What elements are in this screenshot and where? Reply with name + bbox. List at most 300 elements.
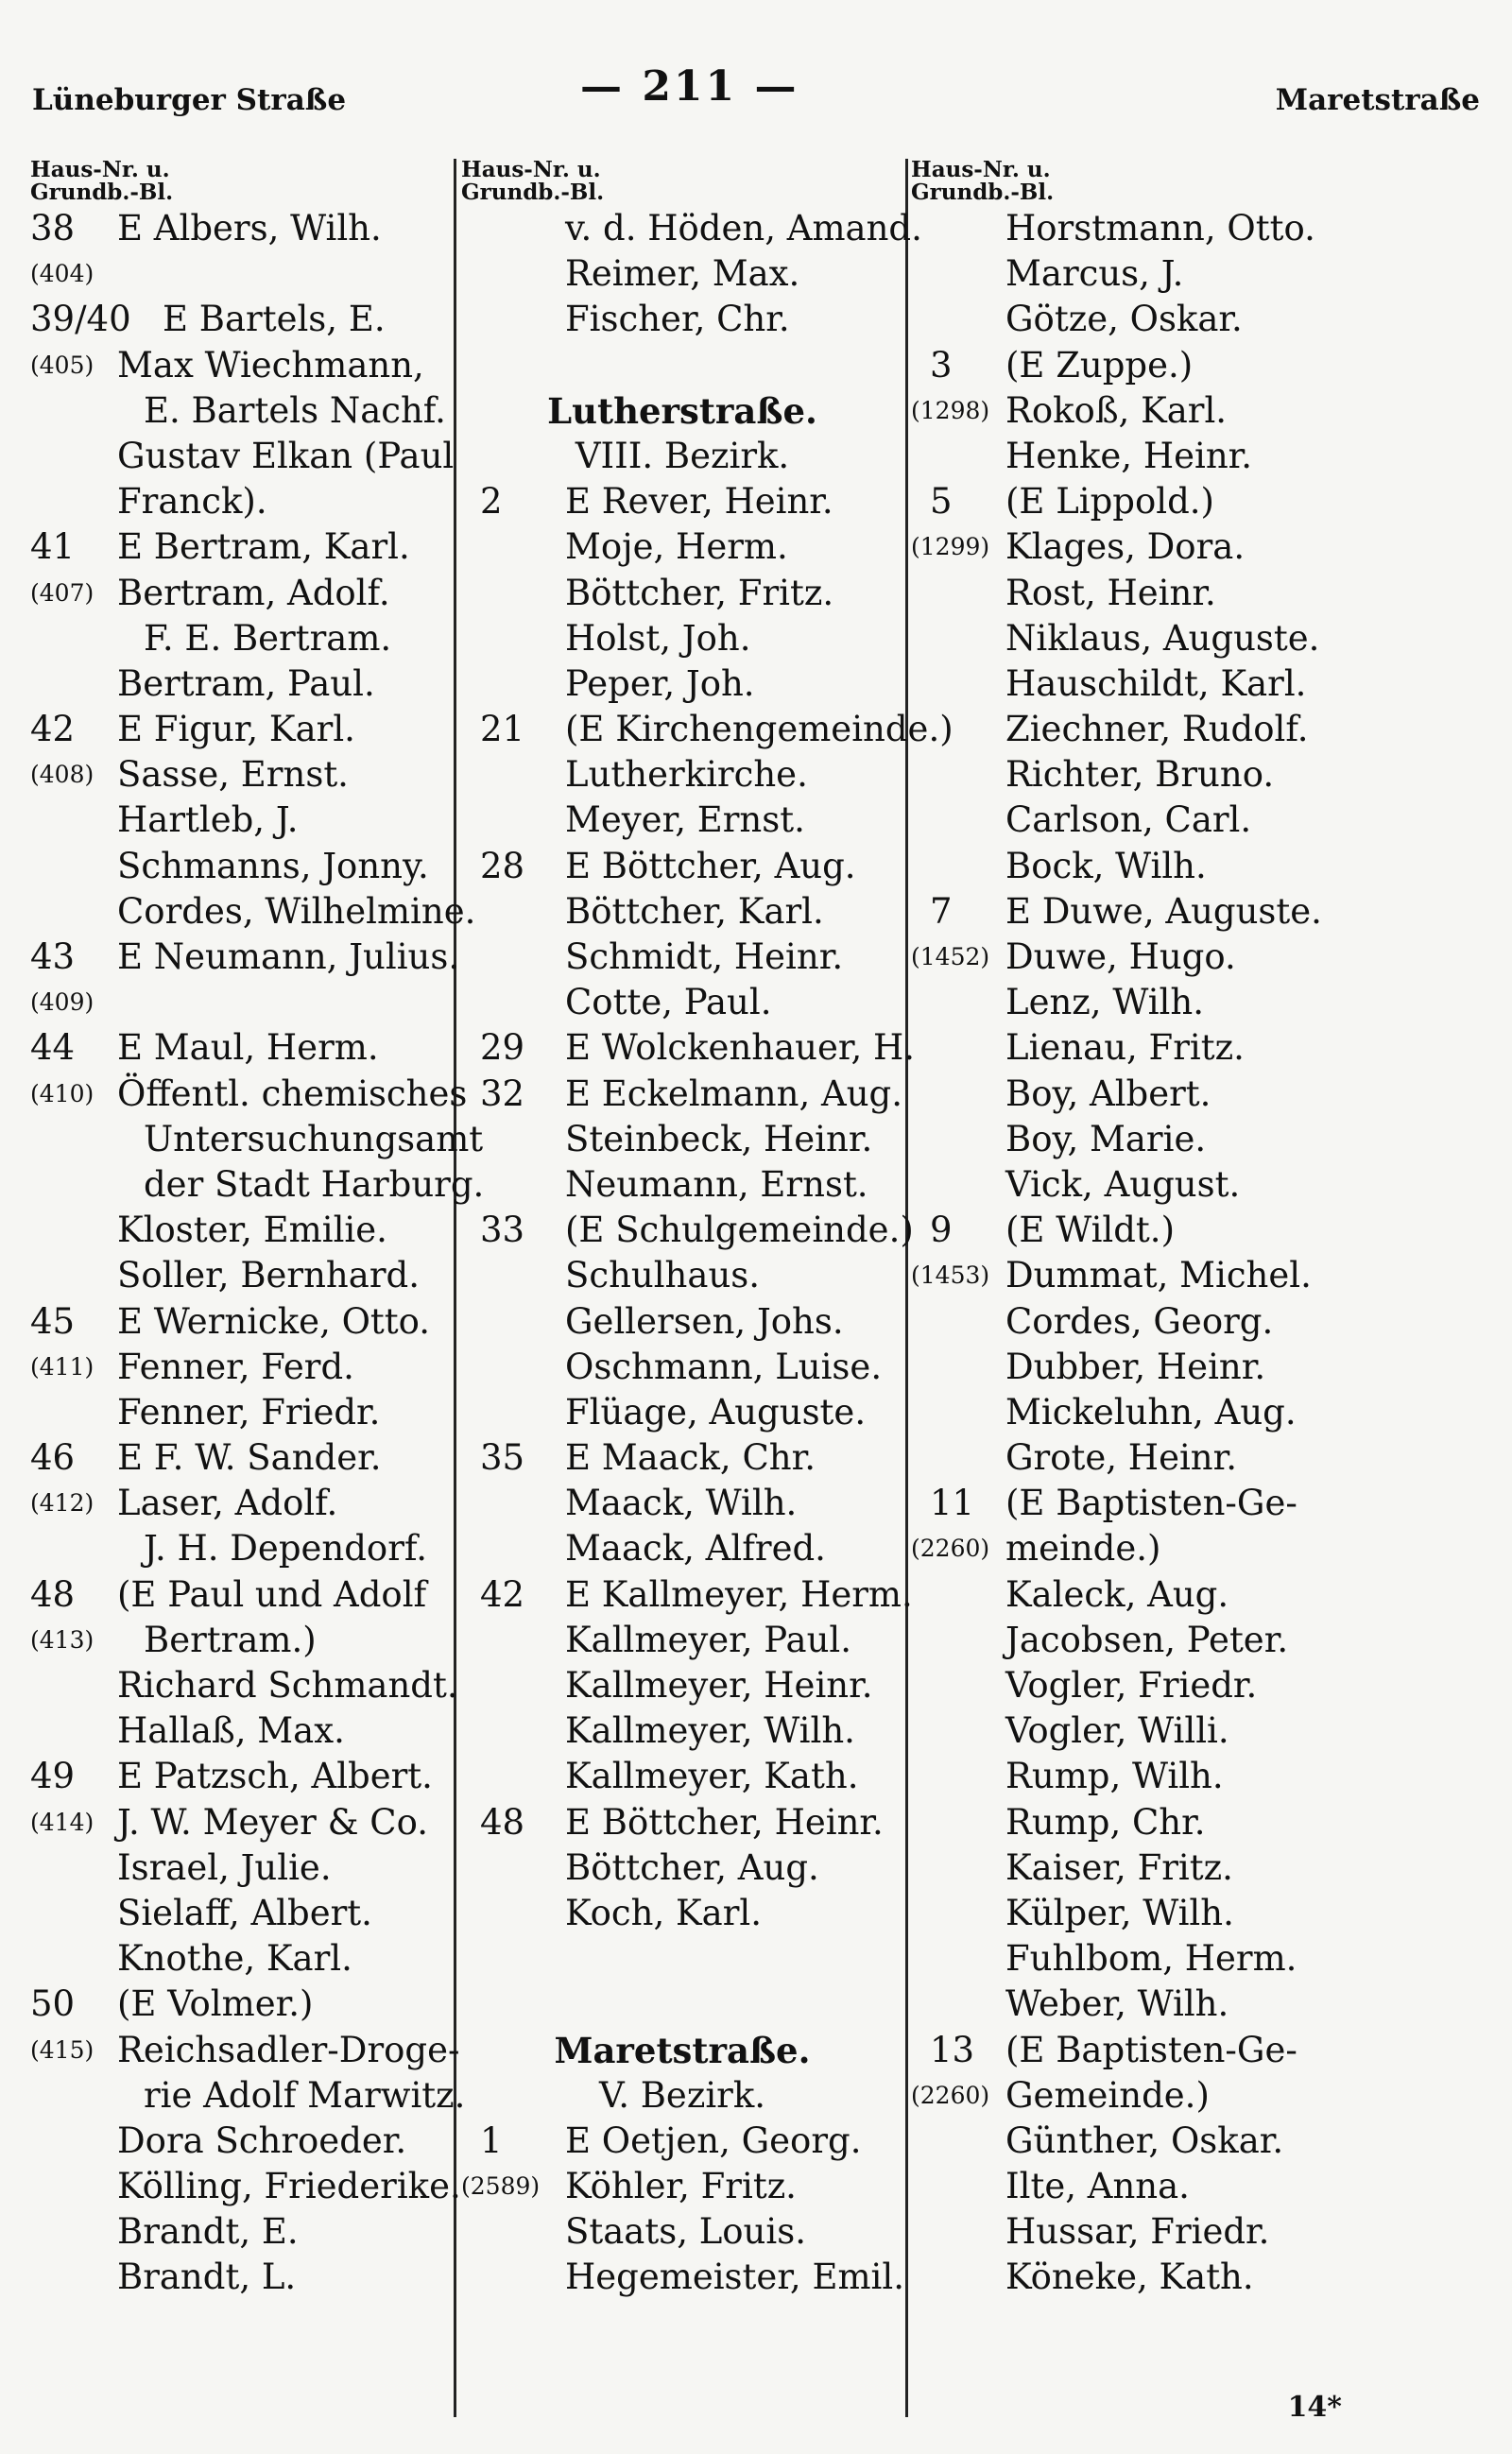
column-heading-line1: Haus-Nr. u. (30, 157, 170, 182)
house-number: 2 (480, 481, 503, 523)
directory-entry (30, 1299, 454, 1345)
directory-entry (911, 571, 1327, 616)
resident-name: F. E. Bertram. (144, 617, 392, 659)
directory-entry (461, 616, 903, 661)
directory-entry (911, 752, 1327, 798)
directory-entry (30, 980, 454, 1025)
column-heading-line2: Grundb.-Bl. (461, 180, 605, 205)
directory-entry (911, 1390, 1327, 1435)
resident-name: E F. W. Sander. (117, 1437, 382, 1479)
directory-entry (461, 1663, 903, 1708)
resident-name: Laser, Adolf. (117, 1483, 338, 1524)
directory-entry (30, 2255, 454, 2300)
directory-entry (461, 2209, 903, 2255)
house-number: 21 (480, 709, 525, 750)
directory-entry (911, 1208, 1327, 1253)
directory-entry (461, 798, 903, 843)
directory-entry (911, 2028, 1327, 2073)
directory-entry (911, 1663, 1327, 1708)
directory-entry (911, 889, 1327, 935)
directory-entry (30, 1435, 454, 1481)
directory-entry (911, 935, 1327, 980)
house-number: 44 (30, 1027, 76, 1069)
land-register-number: (2589) (461, 2172, 541, 2201)
resident-name: Brandt, L. (117, 2257, 297, 2298)
resident-name: Lienau, Fritz. (1005, 1027, 1245, 1069)
directory-entry (461, 479, 903, 524)
resident-name: Kallmeyer, Heinr. (565, 1665, 873, 1706)
directory-entry (911, 388, 1327, 434)
resident-name: Bertram, Adolf. (117, 572, 390, 613)
directory-entry (461, 1162, 903, 1208)
directory-entry (461, 343, 903, 388)
directory-entry (30, 1800, 454, 1845)
resident-name: Untersuchungsamt (144, 1118, 484, 1159)
directory-entry (911, 1982, 1327, 2027)
directory-entry (30, 524, 454, 570)
land-register-number: (410) (30, 1079, 94, 1107)
resident-name: Hegemeister, Emil. (565, 2257, 904, 2298)
resident-name: Duwe, Hugo. (1005, 936, 1236, 977)
resident-name: Peper, Joh. (565, 662, 755, 704)
directory-entry (30, 1526, 454, 1571)
resident-name: v. d. Höden, Amand. (565, 208, 922, 249)
column-heading-line1: Haus-Nr. u. (911, 157, 1051, 182)
directory-entry (30, 2164, 461, 2209)
resident-name: (E Lippold.) (1005, 481, 1214, 523)
house-number: 42 (30, 709, 76, 750)
resident-name: Dubber, Heinr. (1005, 1346, 1266, 1387)
house-number: 13 (930, 2029, 975, 2070)
resident-name: Fenner, Ferd. (117, 1346, 354, 1387)
resident-name: Kaleck, Aug. (1005, 1573, 1229, 1615)
resident-name: Hauschildt, Karl. (1005, 662, 1307, 704)
directory-entry (30, 2073, 466, 2119)
directory-entry (461, 1390, 903, 1435)
resident-name: Schmidt, Heinr. (565, 936, 844, 977)
directory-entry (30, 844, 454, 889)
resident-name: der Stadt Harburg. (144, 1163, 485, 1205)
header-right-street: Maretstraße (1275, 83, 1480, 117)
directory-entry (461, 707, 954, 752)
resident-name: Cordes, Wilhelmine. (117, 890, 476, 932)
resident-name: E Wolckenhauer, H. (565, 1027, 916, 1069)
directory-entry (461, 1208, 914, 1253)
resident-name: Hussar, Friedr. (1005, 2211, 1270, 2253)
resident-name: Ilte, Anna. (1005, 2166, 1190, 2207)
resident-name: Böttcher, Fritz. (565, 572, 834, 613)
resident-name: (E Wildt.) (1005, 1210, 1176, 1251)
directory-entry (911, 343, 1327, 388)
resident-name: Franck). (117, 481, 267, 523)
directory-entry (461, 661, 903, 707)
directory-entry (30, 1754, 454, 1799)
directory-entry (30, 343, 454, 388)
directory-entry (911, 798, 1327, 843)
resident-name: Knothe, Karl. (117, 1938, 352, 1980)
resident-name: E Oetjen, Georg. (565, 2119, 862, 2161)
column-heading (30, 159, 454, 206)
resident-name: E Böttcher, Aug. (565, 845, 856, 886)
directory-entry (911, 1618, 1327, 1663)
resident-name: Max Wiechmann, (117, 344, 424, 386)
resident-name: Koch, Karl. (565, 1892, 762, 1933)
resident-name: Köhler, Fritz. (565, 2166, 797, 2207)
directory-entry (30, 251, 454, 297)
directory-entry (911, 1072, 1327, 1117)
directory-entry (911, 297, 1327, 342)
resident-name: J. W. Meyer & Co. (117, 1801, 428, 1843)
directory-entry (461, 251, 903, 297)
directory-entry (911, 479, 1327, 524)
column-heading (911, 159, 1327, 206)
directory-entry (461, 1117, 903, 1162)
land-register-number: (415) (30, 2035, 94, 2064)
resident-name: Neumann, Ernst. (565, 1163, 868, 1205)
directory-entry (461, 434, 903, 479)
directory-column-3 (911, 159, 1327, 2301)
house-number: 39/40 (30, 299, 131, 340)
directory-entry (461, 1708, 903, 1754)
directory-entry (461, 1845, 903, 1891)
resident-name: Hartleb, J. (117, 799, 299, 841)
resident-name: Richard Schmandt. (117, 1665, 458, 1706)
directory-entry (30, 2119, 454, 2164)
district-label: V. Bezirk. (598, 2074, 766, 2116)
resident-name: Meyer, Ernst. (565, 799, 805, 841)
directory-entry (911, 434, 1327, 479)
directory-entry (911, 524, 1327, 570)
directory-entry (30, 297, 454, 342)
resident-name: Niklaus, Auguste. (1005, 617, 1320, 659)
resident-name: Sasse, Ernst. (117, 754, 349, 796)
directory-entry (461, 1253, 903, 1298)
resident-name: Cotte, Paul. (565, 982, 772, 1023)
directory-entry (30, 1208, 454, 1253)
land-register-number: (1453) (911, 1261, 990, 1290)
resident-name: E Figur, Karl. (117, 709, 355, 750)
resident-name: Rump, Wilh. (1005, 1756, 1224, 1797)
house-number: 9 (930, 1210, 953, 1251)
house-number: 42 (480, 1573, 525, 1615)
resident-name: Kaiser, Fritz. (1005, 1846, 1233, 1888)
signature-mark: 14* (1287, 2391, 1342, 2424)
directory-entry (911, 661, 1327, 707)
resident-name: Weber, Wilh. (1005, 1983, 1229, 2025)
directory-entry (30, 571, 454, 616)
resident-name: Steinbeck, Heinr. (565, 1118, 873, 1159)
resident-name: Külper, Wilh. (1005, 1892, 1234, 1933)
directory-entry (911, 707, 1327, 752)
directory-entry (461, 1526, 903, 1571)
directory-entry (461, 752, 903, 798)
directory-entry (30, 2209, 454, 2255)
land-register-number: (2260) (911, 2081, 990, 2109)
resident-name: Flüage, Auguste. (565, 1391, 867, 1433)
directory-column-1 (30, 157, 485, 2301)
land-register-number: (1299) (911, 533, 990, 561)
directory-entry (461, 1982, 903, 2027)
resident-name: Dummat, Michel. (1005, 1255, 1312, 1296)
land-register-number: (1298) (911, 396, 990, 424)
directory-entry (461, 889, 903, 935)
directory-entry (30, 935, 460, 980)
land-register-number: (1452) (911, 943, 990, 970)
house-number: 29 (480, 1027, 525, 1069)
directory-entry (30, 1390, 454, 1435)
directory-entry (911, 1572, 1327, 1618)
resident-name: E Bertram, Karl. (117, 526, 410, 568)
directory-entry (30, 752, 454, 798)
resident-name: Maack, Wilh. (565, 1483, 798, 1524)
resident-name: Köneke, Kath. (1005, 2257, 1254, 2298)
directory-entry (911, 2164, 1327, 2209)
directory-entry (461, 1299, 903, 1345)
house-number: 45 (30, 1300, 76, 1342)
directory-entry (461, 2255, 903, 2300)
directory-entry (30, 1618, 454, 1663)
resident-name: E Maack, Chr. (565, 1437, 816, 1479)
resident-name: J. H. Dependorf. (144, 1528, 428, 1570)
directory-entry (461, 571, 903, 616)
running-header (32, 62, 1480, 119)
resident-name: E Patzsch, Albert. (117, 1756, 433, 1797)
directory-entry (461, 1345, 903, 1390)
resident-name: Jacobsen, Peter. (1005, 1619, 1289, 1660)
house-number: 38 (30, 208, 76, 249)
resident-name: Vogler, Friedr. (1005, 1665, 1258, 1706)
resident-name: (E Paul und Adolf (117, 1573, 427, 1615)
house-number: 1 (480, 2119, 503, 2161)
district-label: VIII. Bezirk. (575, 435, 790, 476)
resident-name: Fischer, Chr. (565, 299, 790, 340)
resident-name: Soller, Bernhard. (117, 1255, 420, 1296)
resident-name: E Bartels, E. (163, 299, 386, 340)
resident-name: Fenner, Friedr. (117, 1391, 381, 1433)
resident-name: Oschmann, Luise. (565, 1346, 883, 1387)
land-register-number: (412) (30, 1489, 94, 1518)
resident-name: Horstmann, Otto. (1005, 208, 1315, 249)
resident-name: E Eckelmann, Aug. (565, 1073, 902, 1114)
directory-entry (911, 1435, 1327, 1481)
column-heading-line2: Grundb.-Bl. (30, 180, 174, 205)
resident-name: Böttcher, Aug. (565, 1846, 819, 1888)
resident-name: Sielaff, Albert. (117, 1892, 372, 1933)
column-heading (461, 159, 903, 206)
resident-name: Böttcher, Karl. (565, 890, 824, 932)
resident-name: Mickeluhn, Aug. (1005, 1391, 1297, 1433)
directory-entry (911, 1845, 1327, 1891)
directory-entry (461, 844, 903, 889)
directory-entry (461, 2164, 903, 2209)
directory-entry (30, 616, 454, 661)
resident-name: Klages, Dora. (1005, 526, 1246, 568)
directory-entry (911, 1708, 1327, 1754)
resident-name: Lutherkirche. (565, 754, 808, 796)
directory-entry (911, 2209, 1327, 2255)
street-heading: Maretstraße. (554, 2029, 811, 2071)
directory-entry (30, 1072, 468, 1117)
directory-entry (911, 980, 1327, 1025)
house-number: 48 (30, 1573, 76, 1615)
resident-name: meinde.) (1005, 1528, 1161, 1570)
directory-entry (461, 1936, 903, 1982)
directory-entry (461, 935, 903, 980)
directory-entry (30, 1708, 454, 1754)
resident-name: Holst, Joh. (565, 617, 751, 659)
directory-entry (30, 1572, 454, 1618)
resident-name: Moje, Herm. (565, 526, 788, 568)
directory-entry (911, 1936, 1327, 1982)
house-number: 3 (930, 344, 953, 386)
resident-name: Lenz, Wilh. (1005, 982, 1204, 1023)
land-register-number: (411) (30, 1352, 94, 1381)
directory-entry (30, 434, 454, 479)
directory-entry (30, 1936, 454, 1982)
resident-name: Schulhaus. (565, 1255, 761, 1296)
directory-entry (461, 980, 903, 1025)
resident-name: rie Adolf Marwitz. (144, 2074, 466, 2116)
directory-entry (30, 1162, 485, 1208)
land-register-number: (2260) (911, 1535, 990, 1563)
resident-name: Bertram, Paul. (117, 662, 375, 704)
directory-entry (461, 388, 903, 434)
directory-entry (30, 1845, 454, 1891)
directory-entry (30, 798, 454, 843)
directory-entry (30, 1253, 454, 1298)
resident-name: Boy, Albert. (1005, 1073, 1211, 1114)
directory-entry (461, 2119, 903, 2164)
directory-entry (911, 206, 1327, 251)
directory-entry (911, 1117, 1327, 1162)
resident-name: Öffentl. chemisches (117, 1073, 468, 1114)
directory-entry (30, 206, 454, 251)
resident-name: Gemeinde.) (1005, 2074, 1210, 2116)
resident-name: E Böttcher, Heinr. (565, 1801, 884, 1843)
directory-entry (911, 1754, 1327, 1799)
house-number: 41 (30, 526, 76, 568)
house-number: 7 (930, 890, 953, 932)
resident-name: E Duwe, Auguste. (1005, 890, 1322, 932)
column-heading-line2: Grundb.-Bl. (911, 180, 1055, 205)
directory-entry (30, 1663, 458, 1708)
resident-name: Maack, Alfred. (565, 1528, 826, 1570)
resident-name: Kallmeyer, Wilh. (565, 1710, 855, 1752)
resident-name: Kallmeyer, Kath. (565, 1756, 859, 1797)
house-number: 11 (930, 1483, 975, 1524)
resident-name: Gellersen, Johs. (565, 1300, 844, 1342)
directory-entry (461, 1025, 916, 1071)
house-number: 32 (480, 1073, 525, 1114)
house-number: 46 (30, 1437, 76, 1479)
directory-entry (911, 1253, 1327, 1298)
directory-entry (461, 2073, 903, 2119)
directory-entry (911, 1345, 1327, 1390)
directory-entry (911, 1481, 1327, 1526)
street-heading: Lutherstraße. (547, 389, 817, 432)
directory-entry (911, 844, 1327, 889)
resident-name: E Rever, Heinr. (565, 481, 833, 523)
column-divider (905, 159, 908, 2417)
resident-name: Richter, Bruno. (1005, 754, 1275, 796)
directory-entry (30, 1117, 484, 1162)
directory-entry (911, 1025, 1327, 1071)
resident-name: E Neumann, Julius. (117, 936, 460, 977)
resident-name: Henke, Heinr. (1005, 435, 1253, 476)
house-number: 5 (930, 481, 953, 523)
resident-name: Reimer, Max. (565, 253, 800, 295)
resident-name: (E Schulgemeinde.) (565, 1210, 914, 1251)
directory-entry (30, 2028, 460, 2073)
resident-name: Marcus, J. (1005, 253, 1184, 295)
land-register-number: (414) (30, 1808, 94, 1836)
resident-name: Boy, Marie. (1005, 1118, 1207, 1159)
directory-entry (911, 251, 1327, 297)
directory-entry (30, 1025, 454, 1071)
resident-name: (E Baptisten-Ge- (1005, 1483, 1297, 1524)
resident-name: Schmanns, Jonny. (117, 845, 429, 886)
directory-entry (911, 616, 1327, 661)
directory-entry (461, 1435, 903, 1481)
directory-entry (911, 2255, 1327, 2300)
directory-entry (461, 206, 922, 251)
directory-entry (911, 1800, 1327, 1845)
resident-name: Rokoß, Karl. (1005, 389, 1228, 431)
directory-entry (30, 1891, 454, 1936)
directory-entry (461, 1618, 903, 1663)
resident-name: Reichsadler-Droge- (117, 2029, 460, 2070)
directory-entry (461, 524, 903, 570)
directory-entry (461, 1072, 903, 1117)
directory-entry (461, 297, 903, 342)
resident-name: Ziechner, Rudolf. (1005, 709, 1309, 750)
directory-entry (911, 1299, 1327, 1345)
resident-name: Gustav Elkan (Paul (117, 435, 455, 476)
resident-name: Cordes, Georg. (1005, 1300, 1274, 1342)
land-register-number: (405) (30, 351, 94, 379)
directory-entry (30, 661, 454, 707)
house-number: 50 (30, 1983, 76, 2025)
house-number: 35 (480, 1437, 525, 1479)
resident-name: Fuhlbom, Herm. (1005, 1938, 1297, 1980)
resident-name: Kallmeyer, Paul. (565, 1619, 852, 1660)
land-register-number: (408) (30, 761, 94, 789)
column-heading-line1: Haus-Nr. u. (461, 157, 601, 182)
house-number: 28 (480, 845, 525, 886)
resident-name: Vick, August. (1005, 1163, 1241, 1205)
resident-name: Rump, Chr. (1005, 1801, 1206, 1843)
directory-entry (911, 1526, 1327, 1571)
land-register-number: (409) (30, 988, 94, 1017)
resident-name: Grote, Heinr. (1005, 1437, 1238, 1479)
directory-entry (911, 1891, 1327, 1936)
resident-name: Bock, Wilh. (1005, 845, 1207, 886)
land-register-number: (413) (30, 1625, 94, 1654)
resident-name: E. Bartels Nachf. (144, 389, 446, 431)
directory-entry (30, 1982, 454, 2027)
house-number: 33 (480, 1210, 525, 1251)
resident-name: Vogler, Willi. (1005, 1710, 1229, 1752)
house-number: 48 (480, 1801, 525, 1843)
directory-entry (461, 2028, 903, 2073)
land-register-number: (407) (30, 578, 94, 607)
resident-name: Götze, Oskar. (1005, 299, 1243, 340)
resident-name: (E Zuppe.) (1005, 344, 1194, 386)
directory-entry (461, 1891, 903, 1936)
resident-name: Bertram.) (144, 1619, 317, 1660)
resident-name: Israel, Julie. (117, 1846, 332, 1888)
resident-name: E Maul, Herm. (117, 1027, 379, 1069)
